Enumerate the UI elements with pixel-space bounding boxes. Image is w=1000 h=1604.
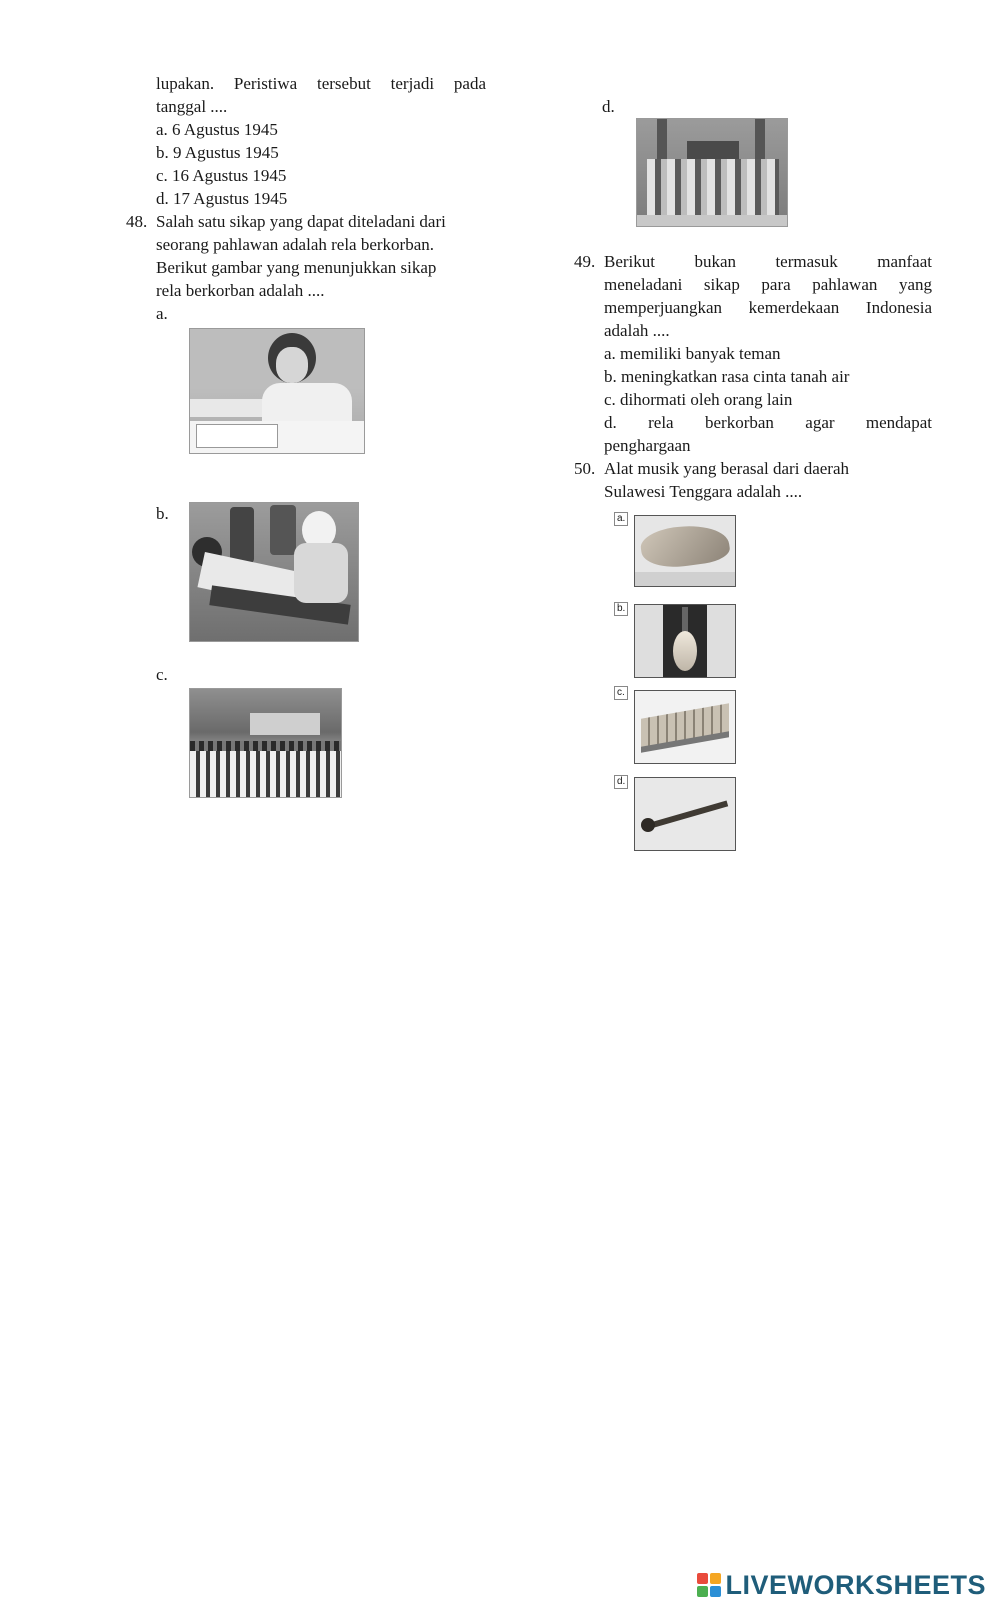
q50-label-a: a. — [614, 512, 628, 526]
q49-option-d-line2: penghargaan — [604, 436, 691, 455]
q47-option-a[interactable]: a. 6 Agustus 1945 — [156, 120, 278, 139]
q49-line1: Berikut bukan termasuk manfaat — [604, 252, 932, 271]
q48-photo-d-traditional-dance[interactable] — [636, 118, 788, 227]
q48-number: 48. — [126, 212, 148, 231]
q48-label-d: d. — [602, 97, 615, 116]
q48-label-a: a. — [156, 304, 168, 323]
q48-label-c: c. — [156, 665, 168, 684]
q49-line3: memperjuangkan kemerdekaan Indonesia — [604, 298, 932, 317]
q47-line2: tanggal .... — [156, 97, 228, 116]
q47-option-b[interactable]: b. 9 Agustus 1945 — [156, 143, 279, 162]
q50-instrument-c-xylophone[interactable] — [634, 690, 736, 764]
q50-line2: Sulawesi Tenggara adalah .... — [604, 482, 803, 501]
q48-line2: seorang pahlawan adalah rela berkorban. — [156, 235, 435, 254]
q49-option-c[interactable]: c. dihormati oleh orang lain — [604, 390, 793, 409]
q50-label-c: c. — [614, 686, 628, 700]
q49-line2: meneladani sikap para pahlawan yang — [604, 275, 932, 294]
brand-name: LIVEWORKSHEETS — [725, 1569, 986, 1600]
q50-label-d: d. — [614, 775, 628, 789]
q48-photo-c-flag-ceremony[interactable] — [189, 688, 342, 798]
q50-instrument-d-flute[interactable] — [634, 777, 736, 851]
q50-number: 50. — [574, 459, 596, 478]
q47-option-c[interactable]: c. 16 Agustus 1945 — [156, 166, 287, 185]
q48-photo-b-blood-donation[interactable] — [189, 502, 359, 642]
q48-label-b: b. — [156, 504, 169, 523]
q48-line3: Berikut gambar yang menunjukkan sikap — [156, 258, 437, 277]
q48-photo-a-student-writing[interactable] — [189, 328, 365, 454]
q50-instrument-a-shell[interactable] — [634, 515, 736, 587]
q49-option-a[interactable]: a. memiliki banyak teman — [604, 344, 781, 363]
q49-option-b[interactable]: b. meningkatkan rasa cinta tanah air — [604, 367, 850, 386]
liveworksheets-logo[interactable] — [697, 1568, 986, 1602]
q47-option-d[interactable]: d. 17 Agustus 1945 — [156, 189, 288, 208]
q50-label-b: b. — [614, 602, 628, 616]
q48-line1: Salah satu sikap yang dapat diteladani dari — [156, 212, 446, 231]
q47-line1: lupakan. Peristiwa tersebut terjadi pada — [156, 74, 486, 93]
q50-instrument-b-lute[interactable] — [634, 604, 736, 678]
q49-option-d-line1[interactable]: d. rela berkorban agar mendapat — [604, 413, 932, 432]
logo-grid-icon — [697, 1573, 721, 1597]
q48-line4: rela berkorban adalah .... — [156, 281, 325, 300]
q49-number: 49. — [574, 252, 596, 271]
q50-line1: Alat musik yang berasal dari daerah — [604, 459, 849, 478]
q49-line4: adalah .... — [604, 321, 670, 340]
